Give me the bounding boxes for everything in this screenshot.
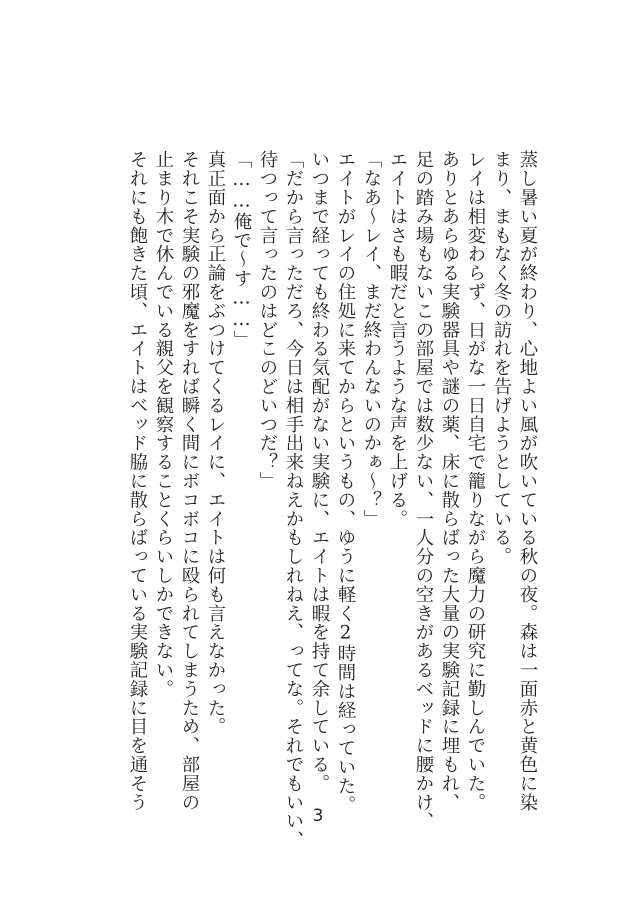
text-line: 真正面から正論をぶつけてくるレイに、エイトは何も言えなかった。 xyxy=(205,150,226,736)
vertical-text-body xyxy=(124,150,540,850)
dialogue-line: 「なあ～レイ、まだ終わんないのかぁ～？」 xyxy=(361,150,382,528)
text-line: ありとあらゆる実験器具や謎の薬、床に散らばった大量の実験記録に埋もれ、 xyxy=(439,150,460,812)
text-line: エイトはさも暇だと言うような声を上げる。 xyxy=(387,150,408,528)
text-line: 足の踏み場もないこの部屋では数少ない、一人分の空きがあるベッドに腰かけ、 xyxy=(413,150,434,831)
page-number: 3 xyxy=(312,806,324,826)
text-line: まり、まもなく冬の訪れを告げようとしている。 xyxy=(491,150,512,566)
text-line: それにも飽きた頃、エイトはベッド脇に散らばっている実験記録に目を通そう xyxy=(127,150,148,812)
text-line: 蒸し暑い夏が終わり、心地よい風が吹いている秋の夜。森は一面赤と黄色に染 xyxy=(517,150,538,812)
text-line: レイは相変わらず、日がな一日自宅で籠りながら魔力の研究に勤しんでいた。 xyxy=(465,150,486,812)
text-line: それこそ実験の邪魔をすれば瞬く間にボコボコに殴られてしまうため、部屋の xyxy=(179,150,200,812)
text-line: いつまで経っても終わる気配がない実験に、エイトは暇を持て余している。 xyxy=(309,150,330,793)
text-line: エイトがレイの住処に来てからというもの、ゆうに軽く2時間は経っていた。 xyxy=(335,150,356,815)
dialogue-line: 待つって言ったのはどこのどいつだ？」 xyxy=(257,150,278,491)
dialogue-line: 「だから言っただろ、今日は相手出来ねえかもしれねえ、ってな。それでもいい、 xyxy=(283,150,304,850)
text-line: 止まり木で休んでいる親父を観察することくらいしかできない。 xyxy=(153,150,174,699)
dialogue-line: 「……俺で～す……」 xyxy=(231,150,252,350)
